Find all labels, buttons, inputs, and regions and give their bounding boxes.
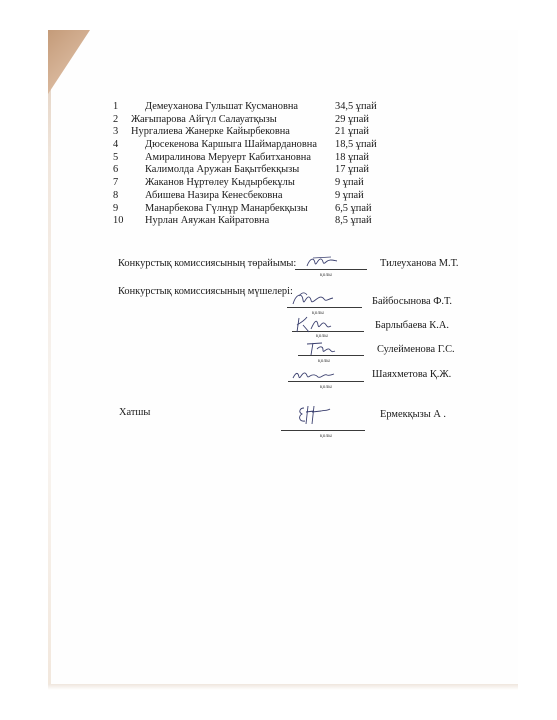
chair-signature: [305, 254, 339, 270]
signature-caption: қолы: [320, 384, 332, 390]
rank-number: 2: [113, 113, 119, 125]
member-name: Барлыбаева К.А.: [375, 320, 449, 331]
candidate-name: Жаканов Нұртөлеу Кыдырбекұлы: [145, 177, 295, 189]
rank-number: 6: [113, 164, 119, 176]
rank-number: 5: [113, 151, 119, 163]
rank-number: 9: [113, 202, 119, 214]
member-name: Сулейменова Г.С.: [377, 344, 455, 355]
candidate-score: 9 ұпай: [335, 177, 364, 189]
candidate-name: Нурлан Аяужан Кайратовна: [145, 215, 270, 227]
page-bottom-edge: [48, 684, 518, 690]
signature-caption: қолы: [316, 333, 328, 339]
candidate-name: Жағыпарова Айгүл Салауатқызы: [131, 113, 277, 125]
member-signature: [290, 366, 336, 384]
secretary-signature-line: [281, 430, 365, 431]
signature-caption: қолы: [312, 310, 324, 316]
secretary-label: Хатшы: [119, 407, 151, 418]
page-edge: [48, 30, 51, 690]
member-signature: [293, 314, 337, 336]
member-name: Шаяхметова Қ.Ж.: [372, 369, 452, 380]
candidate-name: Нургалиева Жанерке Кайырбековна: [131, 126, 290, 138]
rank-number: 4: [113, 139, 119, 151]
candidate-score: 29 ұпай: [335, 113, 369, 125]
chair-name: Тилеуханова М.Т.: [380, 258, 459, 269]
candidate-score: 9 ұпай: [335, 189, 364, 201]
candidate-score: 34,5 ұпай: [335, 101, 377, 112]
candidate-name: Абишева Назира Кенесбековна: [145, 189, 283, 201]
candidate-score: 8,5 ұпай: [335, 215, 372, 227]
members-label: Конкурстық комиссиясының мүшелері:: [118, 286, 293, 297]
member-name: Байбосынова Ф.Т.: [372, 296, 452, 307]
rank-number: 7: [113, 177, 119, 189]
member-signature: [290, 290, 336, 310]
candidate-score: 6,5 ұпай: [335, 202, 372, 214]
secretary-name: Ермекқызы А .: [380, 409, 447, 420]
chair-label: Конкурстық комиссиясының төрайымы:: [118, 258, 297, 269]
signature-caption: қолы: [320, 433, 332, 439]
candidate-score: 21 ұпай: [335, 126, 369, 138]
rank-number: 10: [113, 215, 124, 227]
member-signature: [304, 339, 338, 359]
candidate-score: 17 ұпай: [335, 164, 369, 176]
candidate-score: 18 ұпай: [335, 151, 369, 163]
signature-caption: қолы: [320, 272, 332, 278]
candidate-name: Дюсекенова Каршыга Шаймардановна: [145, 139, 317, 151]
rank-number: 3: [113, 126, 119, 138]
candidate-name: Манарбекова Гүлнұр Манарбекқызы: [145, 202, 308, 214]
candidate-score: 18,5 ұпай: [335, 139, 377, 151]
rank-number: 8: [113, 189, 119, 201]
candidate-name: Амиралинова Меруерт Кабитхановна: [145, 151, 311, 163]
rank-number: 1: [113, 101, 119, 112]
candidate-name: Демеуханова Гульшат Кусмановна: [145, 101, 299, 112]
secretary-signature: [294, 402, 334, 430]
candidate-name: Калимолда Аружан Бақытбекқызы: [145, 164, 300, 176]
signature-caption: қолы: [318, 358, 330, 364]
